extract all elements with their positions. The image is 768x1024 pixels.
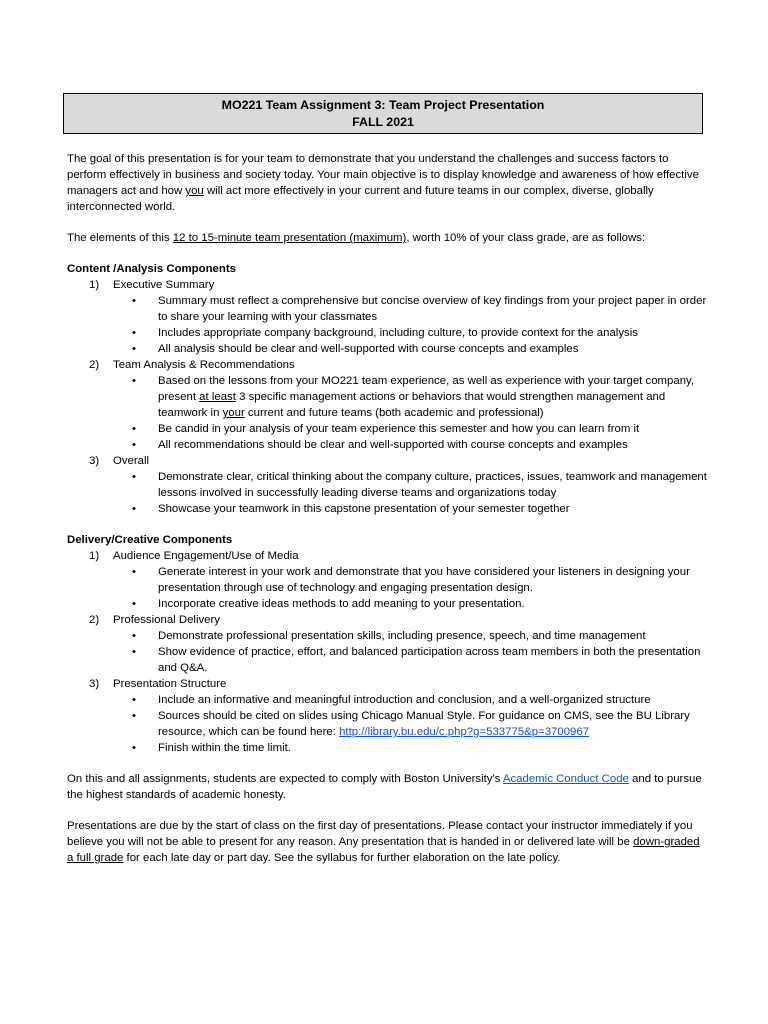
- bullet-text: All analysis should be clear and well-supported with course concepts and examples: [158, 343, 579, 355]
- delivery-section-heading: Delivery/Creative Components: [67, 534, 233, 546]
- bullet-icon: •: [132, 566, 136, 578]
- item-label: Executive Summary: [113, 279, 215, 291]
- item-label: Professional Delivery: [113, 614, 220, 626]
- bullet-icon: •: [132, 503, 136, 515]
- item-number: 3): [89, 455, 100, 467]
- list-item: [67, 676, 707, 692]
- bullet-icon: •: [132, 630, 136, 642]
- library-resource-link[interactable]: http://library.bu.edu/c.php?g=533775&p=3700967: [339, 726, 590, 738]
- item-label: Audience Engagement/Use of Media: [113, 550, 299, 562]
- bullet-icon: •: [132, 439, 136, 451]
- bullet-text: Demonstrate clear, critical thinking about the company culture, practices, issues, teamwork and management lessons involved in successfully leading diverse teams and organizations today: [158, 471, 707, 499]
- bullet-icon: •: [132, 343, 136, 355]
- list-item: [67, 612, 707, 628]
- item-label: Team Analysis & Recommendations: [113, 359, 295, 371]
- elements-text-cont: , worth 10% of your class grade, are as follows:: [406, 232, 646, 244]
- bullet-text: Include an informative and meaningful introduction and conclusion, and a well-organized structure: [158, 694, 651, 706]
- academic-conduct-paragraph: On this and all assignments, students are expected to comply with Boston University's Academic Conduct Code and to pursue the highest standards of academic honesty.: [67, 773, 702, 801]
- bullet-text: Showcase your teamwork in this capstone presentation of your semester together: [158, 503, 570, 515]
- bullet-item: [67, 501, 707, 517]
- bullet-icon: •: [132, 423, 136, 435]
- bullet-icon: •: [132, 327, 136, 339]
- list-item: [67, 453, 707, 469]
- bullet-item: [67, 325, 707, 341]
- bullet-icon: •: [132, 471, 136, 483]
- bullet-icon: •: [132, 295, 136, 307]
- item-number: 2): [89, 359, 100, 371]
- item-label: Presentation Structure: [113, 678, 227, 690]
- bullet-text: Demonstrate professional presentation skills, including presence, speech, and time management: [158, 630, 646, 642]
- bullet-item: [67, 437, 707, 453]
- list-item: [67, 548, 707, 564]
- elements-paragraph: [67, 230, 707, 246]
- elements-text: The elements of this: [67, 232, 173, 244]
- bullet-text: Show evidence of practice, effort, and balanced participation across team members in both the presentation and Q&A.: [158, 646, 701, 674]
- item-number: 2): [89, 614, 100, 626]
- bullet-text: Be candid in your analysis of your team experience this semester and how you can learn from it: [158, 423, 640, 435]
- penalty-emphasis: down-graded a full grade: [67, 836, 700, 864]
- bullet-item: [67, 596, 707, 612]
- content-section-heading: Content /Analysis Components: [67, 263, 236, 275]
- bullet-item: [67, 469, 707, 501]
- bullet-text: Finish within the time limit.: [158, 742, 291, 754]
- bullet-icon: •: [132, 375, 136, 387]
- duration-emphasis: 12 to 15-minute team presentation (maximum): [172, 232, 407, 244]
- bullet-item: [67, 341, 707, 357]
- bullet-item: [67, 628, 707, 644]
- bullet-text: Summary must reflect a comprehensive but concise overview of key findings from your project paper in order to share your learning with your classmates: [158, 295, 707, 323]
- bullet-icon: •: [132, 694, 136, 706]
- item-number: 1): [89, 279, 100, 291]
- bullet-item: [67, 293, 707, 325]
- bullet-item: [67, 564, 707, 596]
- bullet-icon: •: [132, 742, 136, 754]
- item-number: 1): [89, 550, 100, 562]
- late-policy-paragraph: Presentations are due by the start of class on the first day of presentations. Please contact your instructor immediately if you believe you will not be able to present for any reason. Any presentation that is handed in or delivered late will be down-graded a full grade for each late day or part day. See the syllabus for further elaboration on the late policy.: [67, 820, 700, 864]
- semester-label: FALL 2021: [352, 115, 414, 129]
- academic-conduct-link[interactable]: Academic Conduct Code: [502, 773, 629, 785]
- intro-paragraph: [67, 151, 707, 215]
- bullet-text: Includes appropriate company background, including culture, to provide context for the analysis: [158, 327, 638, 339]
- bullet-icon: •: [132, 710, 136, 722]
- bullet-text: Incorporate creative ideas methods to add meaning to your presentation.: [158, 598, 525, 610]
- assignment-title: MO221 Team Assignment 3: Team Project Presentation: [221, 98, 545, 112]
- intro-text: The goal of this presentation is for your team to demonstrate that you understand the challenges and success factors to perform effectively in business and society today. Your main objective is to display knowledge and awareness of how effective managers act and how: [67, 153, 699, 197]
- intro-text-cont: will act more effectively in your current and future teams in our complex, diverse, globally interconnected world.: [67, 185, 654, 213]
- bullet-item: [67, 644, 707, 676]
- bullet-icon: •: [132, 646, 136, 658]
- bullet-item: [67, 373, 707, 421]
- bullet-text: Sources should be cited on slides using Chicago Manual Style. For guidance on CMS, see the BU Library resource, which can be found here: http://library.bu.edu/c.php?g=533775&p=3700967: [158, 710, 690, 738]
- bullet-item: [67, 708, 707, 740]
- bullet-item: [67, 692, 707, 708]
- emphasis-you: you: [185, 185, 204, 197]
- item-label: Overall: [113, 455, 150, 467]
- bullet-text: Generate interest in your work and demonstrate that you have considered your listeners in designing your presentation through use of technology and engaging presentation design.: [158, 566, 690, 594]
- bullet-text: All recommendations should be clear and well-supported with course concepts and examples: [158, 439, 628, 451]
- list-item: [67, 357, 707, 373]
- bullet-item: [67, 740, 707, 756]
- bullet-text: Based on the lessons from your MO221 team experience, as well as experience with your target company, present at least 3 specific management actions or behaviors that would strengthen management and teamwork in your current and future teams (both academic and professional): [158, 375, 695, 419]
- bullet-icon: •: [132, 598, 136, 610]
- document-body: [67, 151, 707, 866]
- item-number: 3): [89, 678, 100, 690]
- title-box: [63, 93, 703, 134]
- bullet-item: [67, 421, 707, 437]
- list-item: [67, 277, 707, 293]
